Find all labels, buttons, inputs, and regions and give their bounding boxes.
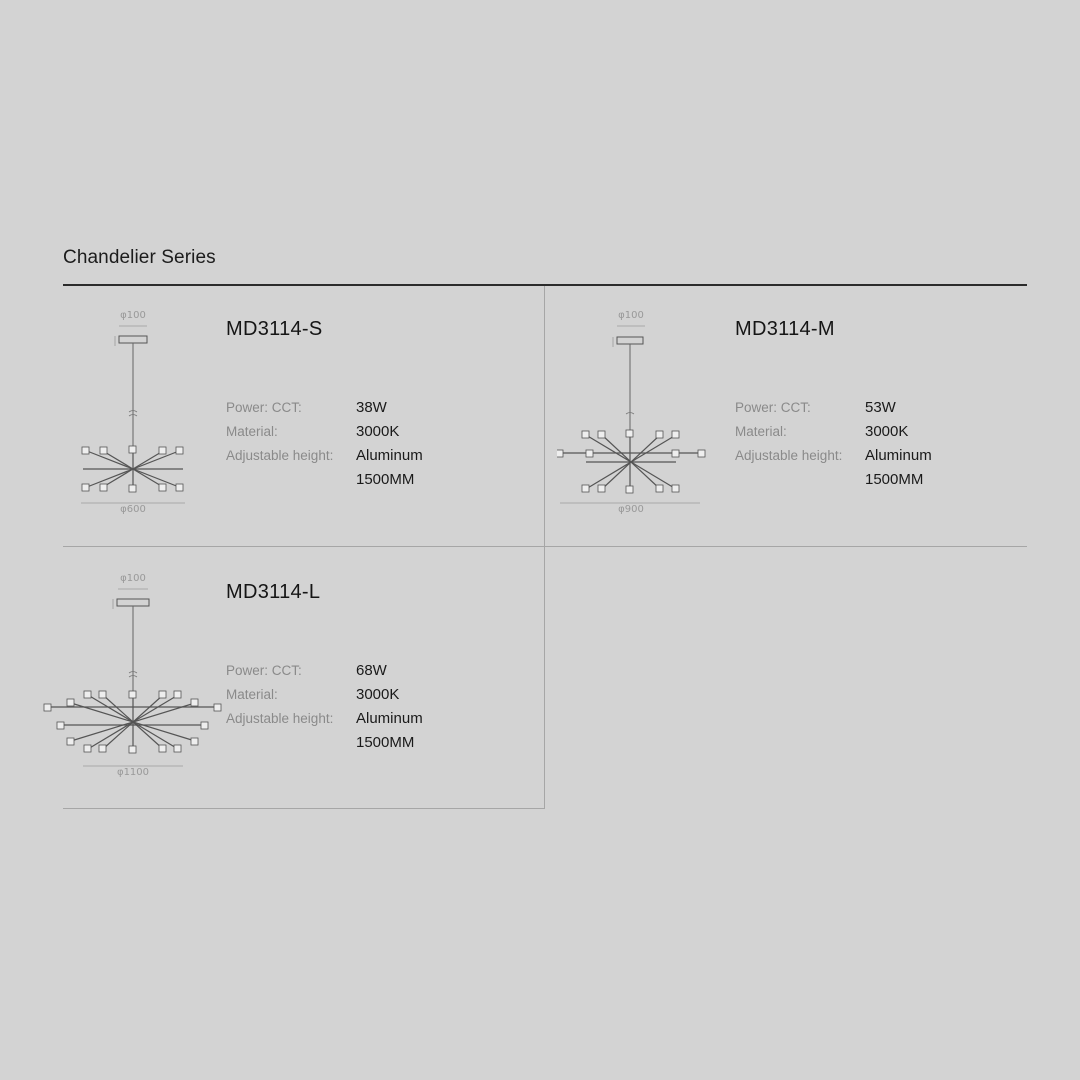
- product-card-l: [63, 563, 543, 823]
- spec-labels: [226, 396, 333, 468]
- spec-values: [356, 659, 423, 755]
- spec-label: Power: CCT:: [226, 663, 302, 678]
- spec-label: Material:: [226, 424, 278, 439]
- spec-value: 3000K: [356, 423, 400, 440]
- model-title: MD3114-M: [735, 318, 835, 340]
- bottom-dimension-label: φ1100: [116, 767, 150, 778]
- spec-values: [865, 396, 932, 492]
- top-dimension-label: φ100: [120, 573, 146, 584]
- spec-value: 3000K: [865, 423, 909, 440]
- product-card-s: [63, 300, 543, 560]
- top-dimension-label: φ100: [618, 310, 644, 321]
- spec-label: Power: CCT:: [735, 400, 811, 415]
- spec-value: 68W: [356, 662, 387, 679]
- spec-label: Material:: [735, 424, 787, 439]
- model-title: MD3114-L: [226, 581, 321, 603]
- spec-value: 3000K: [356, 686, 400, 703]
- spec-labels: [735, 396, 842, 468]
- model-title: MD3114-S: [226, 318, 323, 340]
- spec-label: Power: CCT:: [226, 400, 302, 415]
- spec-value: Aluminum: [865, 447, 932, 464]
- spec-value: 38W: [356, 399, 387, 416]
- spec-label: Material:: [226, 687, 278, 702]
- spec-label: Adjustable height:: [735, 448, 843, 463]
- bottom-dimension-label: φ600: [120, 504, 146, 515]
- spec-value: 1500MM: [865, 471, 924, 488]
- grid-divider-vertical-bottom: [544, 546, 545, 808]
- spec-value: 1500MM: [356, 734, 415, 751]
- chandelier-s-drawing-icon: [63, 300, 223, 530]
- spec-value: 53W: [865, 399, 896, 416]
- spec-value: Aluminum: [356, 447, 423, 464]
- bottom-dimension-label: φ900: [618, 504, 644, 515]
- chandelier-l-drawing-icon: [43, 563, 228, 793]
- spec-labels: [226, 659, 333, 731]
- spec-value: 1500MM: [356, 471, 415, 488]
- chandelier-m-drawing-icon: [557, 300, 717, 530]
- spec-values: [356, 396, 423, 492]
- grid-divider-vertical-top: [544, 286, 545, 546]
- title-rule: [63, 284, 1027, 286]
- product-card-m: [572, 300, 1052, 560]
- spec-label: Adjustable height:: [226, 711, 334, 726]
- spec-label: Adjustable height:: [226, 448, 334, 463]
- page-title: Chandelier Series: [63, 247, 216, 268]
- top-dimension-label: φ100: [120, 310, 146, 321]
- spec-value: Aluminum: [356, 710, 423, 727]
